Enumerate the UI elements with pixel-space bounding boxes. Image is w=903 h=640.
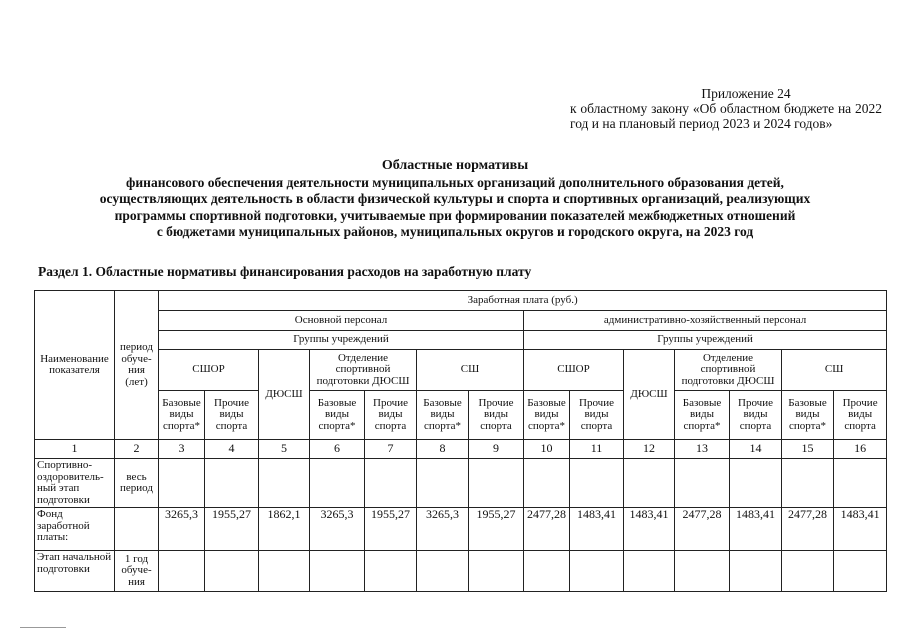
table-row bbox=[35, 459, 887, 508]
title-line-3: осуществляющих деятельность в области физической культуры и спорта и спортивных организаций, реализующих bbox=[99, 191, 811, 206]
header-ssh-admin: СШ bbox=[782, 350, 887, 391]
value-cell: 1483,41 bbox=[624, 508, 675, 551]
scan-artifact-line bbox=[20, 627, 66, 628]
title-line-5: с бюджетами муниципальных районов, муниципальных округов и городского округа, на 2023 год bbox=[156, 224, 754, 239]
value-cell bbox=[570, 551, 624, 592]
header-sshor-main: СШОР bbox=[159, 350, 259, 391]
header-ssh-main: СШ bbox=[417, 350, 524, 391]
value-cell bbox=[675, 551, 730, 592]
value-cell bbox=[524, 551, 570, 592]
table-row bbox=[35, 508, 887, 551]
column-number: 1 bbox=[35, 440, 115, 459]
section-title: Раздел 1. Областные нормативы финансирования расходов на заработную плату bbox=[38, 264, 532, 279]
header-basic-sport: Базовые виды спорта* bbox=[782, 391, 834, 440]
title-line-1: Областные нормативы bbox=[381, 158, 529, 173]
header-basic-sport: Базовые виды спорта* bbox=[159, 391, 205, 440]
value-cell bbox=[417, 459, 469, 508]
norms-table bbox=[34, 290, 887, 592]
header-dept-admin: Отделение спортивной подготовки ДЮСШ bbox=[675, 350, 782, 391]
column-number: 9 bbox=[469, 440, 524, 459]
column-number: 7 bbox=[365, 440, 417, 459]
header-basic-sport: Базовые виды спорта* bbox=[675, 391, 730, 440]
value-cell: 2477,28 bbox=[782, 508, 834, 551]
row-indicator-name: Фонд заработной платы: bbox=[35, 508, 115, 551]
appendix-note bbox=[570, 86, 882, 131]
header-other-sport: Прочие виды спорта bbox=[365, 391, 417, 440]
value-cell bbox=[365, 459, 417, 508]
value-cell bbox=[524, 459, 570, 508]
header-dyussh-main: ДЮСШ bbox=[259, 350, 310, 440]
value-cell: 3265,3 bbox=[417, 508, 469, 551]
header-basic-sport: Базовые виды спорта* bbox=[524, 391, 570, 440]
row-period: весь период bbox=[115, 459, 159, 508]
column-number: 16 bbox=[834, 440, 887, 459]
value-cell: 2477,28 bbox=[524, 508, 570, 551]
header-other-sport: Прочие виды спорта bbox=[469, 391, 524, 440]
value-cell bbox=[205, 459, 259, 508]
value-cell bbox=[782, 551, 834, 592]
value-cell bbox=[730, 459, 782, 508]
header-other-sport: Прочие виды спорта bbox=[205, 391, 259, 440]
value-cell bbox=[417, 551, 469, 592]
header-admin-staff: административно-хозяйственный персонал bbox=[524, 311, 887, 331]
value-cell: 2477,28 bbox=[675, 508, 730, 551]
value-cell bbox=[205, 551, 259, 592]
value-cell bbox=[624, 551, 675, 592]
value-cell bbox=[259, 551, 310, 592]
header-basic-sport: Базовые виды спорта* bbox=[417, 391, 469, 440]
header-sshor-admin: СШОР bbox=[524, 350, 624, 391]
header-dyussh-admin: ДЮСШ bbox=[624, 350, 675, 440]
column-number: 15 bbox=[782, 440, 834, 459]
value-cell bbox=[834, 551, 887, 592]
row-indicator-name: Этап начальной подготовки bbox=[35, 551, 115, 592]
value-cell bbox=[310, 459, 365, 508]
value-cell bbox=[782, 459, 834, 508]
table-row bbox=[35, 551, 887, 592]
header-indicator: Наименование показателя bbox=[35, 291, 115, 440]
row-period bbox=[115, 508, 159, 551]
header-other-sport: Прочие виды спорта bbox=[834, 391, 887, 440]
header-other-sport: Прочие виды спорта bbox=[730, 391, 782, 440]
row-period: 1 год обуче-ния bbox=[115, 551, 159, 592]
value-cell bbox=[675, 459, 730, 508]
column-number: 11 bbox=[570, 440, 624, 459]
column-number: 8 bbox=[417, 440, 469, 459]
value-cell: 1483,41 bbox=[730, 508, 782, 551]
column-number: 10 bbox=[524, 440, 570, 459]
column-number: 5 bbox=[259, 440, 310, 459]
appendix-reference: к областному закону «Об областном бюджете на 2022 год и на плановый период 2023 и 2024 годов» bbox=[570, 101, 882, 131]
value-cell bbox=[365, 551, 417, 592]
appendix-title: Приложение 24 bbox=[701, 86, 791, 101]
column-number: 14 bbox=[730, 440, 782, 459]
column-number: 12 bbox=[624, 440, 675, 459]
row-indicator-name: Спортивно-оздоровитель-ный этап подготовки bbox=[35, 459, 115, 508]
value-cell bbox=[570, 459, 624, 508]
value-cell: 3265,3 bbox=[310, 508, 365, 551]
header-groups-main: Группы учреждений bbox=[159, 331, 524, 350]
title-line-2: финансового обеспечения деятельности муниципальных организаций дополнительного образования детей, bbox=[126, 174, 784, 190]
header-other-sport: Прочие виды спорта bbox=[570, 391, 624, 440]
header-main-staff: Основной персонал bbox=[159, 311, 524, 331]
value-cell bbox=[469, 551, 524, 592]
column-number: 6 bbox=[310, 440, 365, 459]
value-cell bbox=[259, 459, 310, 508]
value-cell bbox=[730, 551, 782, 592]
value-cell: 1955,27 bbox=[205, 508, 259, 551]
value-cell bbox=[310, 551, 365, 592]
column-number: 2 bbox=[115, 440, 159, 459]
column-number: 13 bbox=[675, 440, 730, 459]
value-cell bbox=[159, 459, 205, 508]
document-title bbox=[30, 158, 880, 241]
value-cell: 1955,27 bbox=[469, 508, 524, 551]
column-number: 4 bbox=[205, 440, 259, 459]
value-cell: 1862,1 bbox=[259, 508, 310, 551]
header-salary: Заработная плата (руб.) bbox=[159, 291, 887, 311]
value-cell: 1955,27 bbox=[365, 508, 417, 551]
value-cell bbox=[624, 459, 675, 508]
value-cell: 1483,41 bbox=[834, 508, 887, 551]
value-cell: 1483,41 bbox=[570, 508, 624, 551]
column-number: 3 bbox=[159, 440, 205, 459]
header-basic-sport: Базовые виды спорта* bbox=[310, 391, 365, 440]
value-cell: 3265,3 bbox=[159, 508, 205, 551]
header-groups-admin: Группы учреждений bbox=[524, 331, 887, 350]
title-line-4: программы спортивной подготовки, учитываемые при формировании показателей межбюджетных отношений bbox=[114, 207, 796, 223]
header-period: период обуче-ния (лет) bbox=[115, 291, 159, 440]
value-cell bbox=[159, 551, 205, 592]
header-dept-main: Отделение спортивной подготовки ДЮСШ bbox=[310, 350, 417, 391]
value-cell bbox=[834, 459, 887, 508]
value-cell bbox=[469, 459, 524, 508]
